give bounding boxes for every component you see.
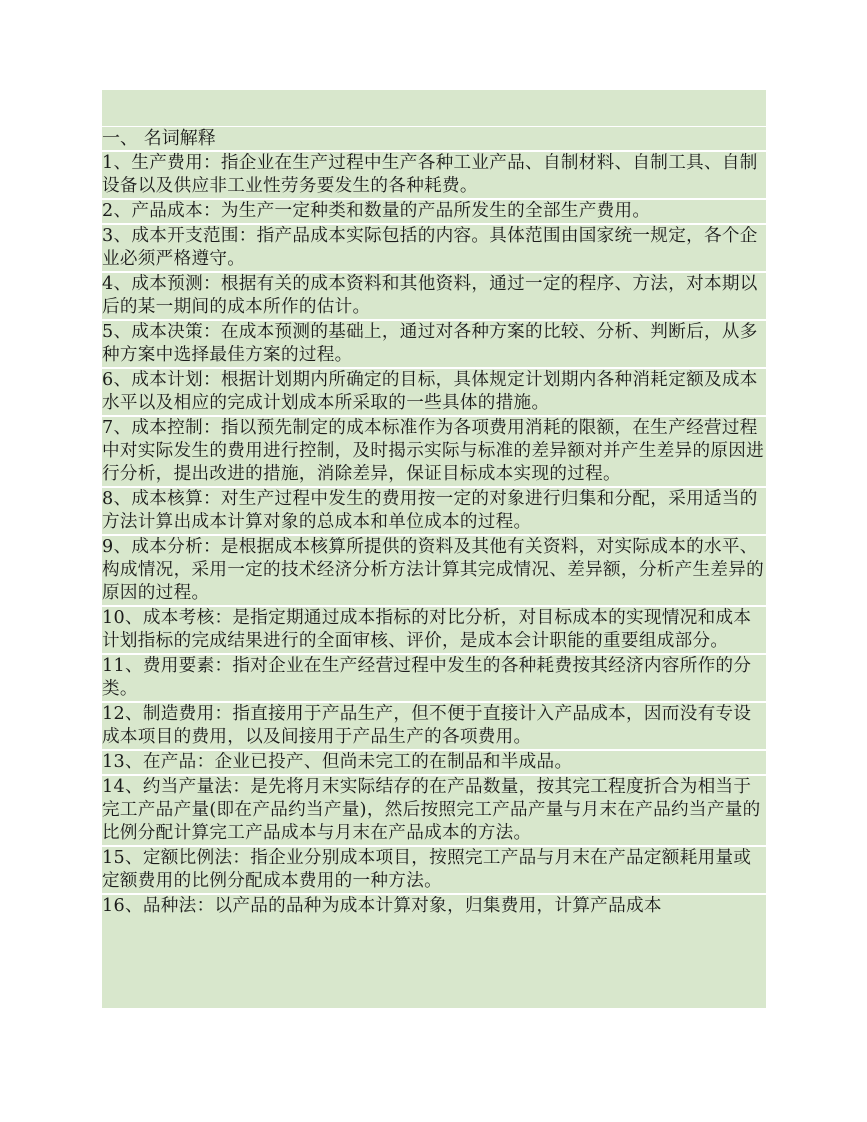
term-entry-6: 6、成本计划：根据计划期内所确定的目标，具体规定计划期内各种消耗定额及成本水平以及相应的完成计划成本所采取的一些具体的措施。 — [102, 367, 766, 415]
term-entry-10: 10、成本考核：是指定期通过成本指标的对比分析，对目标成本的实现情况和成本计划指标的完成结果进行的全面审核、评价，是成本会计职能的重要组成部分。 — [102, 605, 766, 653]
term-entry-13: 13、在产品：企业已投产、但尚未完工的在制品和半成品。 — [102, 749, 766, 774]
section-title: 一、 名词解释 — [102, 126, 766, 150]
term-entry-1: 1、生产费用：指企业在生产过程中生产各种工业产品、自制材料、自制工具、自制设备以及供应非工业性劳务要发生的各种耗费。 — [102, 150, 766, 198]
term-entry-8: 8、成本核算：对生产过程中发生的费用按一定的对象进行归集和分配，采用适当的方法计算出成本计算对象的总成本和单位成本的过程。 — [102, 486, 766, 534]
term-entry-15: 15、定额比例法：指企业分别成本项目，按照完工产品与月末在产品定额耗用量或定额费用的比例分配成本费用的一种方法。 — [102, 845, 766, 893]
term-entry-4: 4、成本预测：根据有关的成本资料和其他资料，通过一定的程序、方法，对本期以后的某一期间的成本所作的估计。 — [102, 271, 766, 319]
term-entry-12: 12、制造费用：指直接用于产品生产，但不便于直接计入产品成本，因而没有专设成本项目的费用，以及间接用于产品生产的各项费用。 — [102, 701, 766, 749]
term-entry-11: 11、费用要素：指对企业在生产经营过程中发生的各种耗费按其经济内容所作的分类。 — [102, 653, 766, 701]
term-entry-3: 3、成本开支范围：指产品成本实际包括的内容。具体范围由国家统一规定，各个企业必须严格遵守。 — [102, 223, 766, 271]
term-entry-5: 5、成本决策：在成本预测的基础上，通过对各种方案的比较、分析、判断后，从多种方案中选择最佳方案的过程。 — [102, 319, 766, 367]
term-entry-14: 14、约当产量法：是先将月末实际结存的在产品数量，按其完工程度折合为相当于完工产品产量(即在产品约当产量)，然后按照完工产品产量与月末在产品约当产量的比例分配计算完工产品成本与月末在产品成本的方法。 — [102, 774, 766, 845]
term-entry-2: 2、产品成本：为生产一定种类和数量的产品所发生的全部生产费用。 — [102, 198, 766, 223]
highlighted-text-block — [102, 90, 766, 1008]
term-entry-16: 16、品种法：以产品的品种为成本计算对象，归集费用，计算产品成本 — [102, 893, 766, 918]
term-entry-9: 9、成本分析：是根据成本核算所提供的资料及其他有关资料，对实际成本的水平、构成情况，采用一定的技术经济分析方法计算其完成情况、差异额，分析产生差异的原因的过程。 — [102, 534, 766, 605]
term-entry-7: 7、成本控制：指以预先制定的成本标准作为各项费用消耗的限额，在生产经营过程中对实际发生的费用进行控制，及时揭示实际与标准的差异额对并产生差异的原因进行分析，提出改进的措施，消除差异，保证目标成本实现的过程。 — [102, 415, 766, 486]
